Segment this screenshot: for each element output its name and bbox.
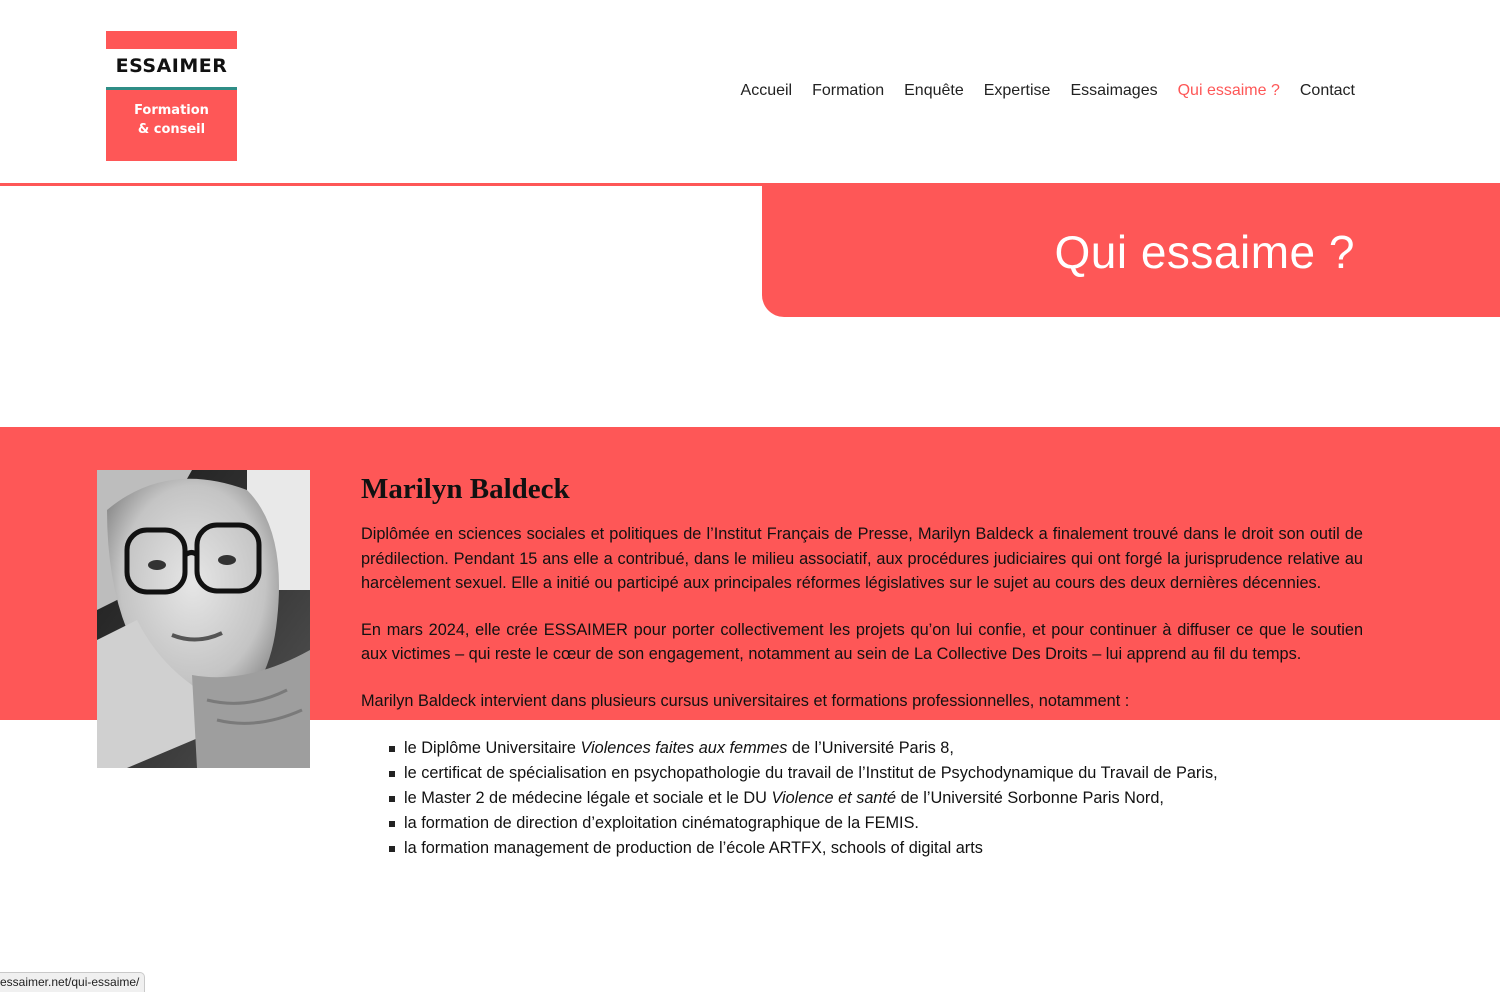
portrait-photo	[97, 470, 310, 768]
list-item-text: le Master 2 de médecine légale et sociale et le DU	[404, 788, 772, 807]
list-item-text-end: de l’Université Paris 8,	[787, 738, 954, 757]
status-bar-url: essaimer.net/qui-essaime/	[0, 972, 145, 992]
nav-link-qui-essaime[interactable]: Qui essaime ?	[1177, 82, 1280, 99]
logo-top-bar	[106, 31, 237, 49]
profile-name: Marilyn Baldeck	[361, 473, 570, 505]
logo-tagline-line1: Formation	[134, 103, 209, 118]
nav-link-expertise[interactable]: Expertise	[983, 82, 1051, 99]
list-item-text-end: de l’Université Sorbonne Paris Nord,	[896, 788, 1164, 807]
nav-link-essaimages[interactable]: Essaimages	[1070, 82, 1158, 99]
list-item-emphasis: Violence et santé	[771, 788, 897, 807]
nav-link-formation[interactable]: Formation	[812, 82, 885, 99]
logo-tagline-block	[106, 90, 237, 161]
page-title: Qui essaime ?	[1054, 226, 1355, 278]
site-logo[interactable]	[106, 31, 237, 161]
profile-content	[361, 470, 1363, 861]
nav-link-accueil[interactable]: Accueil	[740, 82, 793, 99]
list-item-text: le certificat de spécialisation en psychopathologie du travail de l’Institut de Psychodynamique du Travail de Paris,	[404, 763, 1218, 782]
list-item-emphasis: Violences faites aux femmes	[580, 738, 788, 757]
logo-tagline-line2: & conseil	[137, 122, 206, 137]
list-item	[389, 761, 1363, 786]
profile-paragraph-2: En mars 2024, elle crée ESSAIMER pour porter collectivement les projets qu’on lui confie, et pour continuer à diffuser ce que le soutien aux victimes – qui reste le cœur de son engagement, notamment au sein de La Collective Des Droits – lui apprend au fil du temps.	[361, 620, 1363, 664]
list-item	[389, 811, 1363, 836]
page-title-banner	[762, 185, 1500, 317]
courses-list	[361, 736, 1363, 861]
list-item	[389, 836, 1363, 861]
list-item-text: la formation management de production de l’école ARTFX, schools of digital arts	[404, 838, 983, 857]
profile-paragraph-3: Marilyn Baldeck intervient dans plusieurs cursus universitaires et formations professionnelles, notamment :	[361, 691, 1130, 710]
list-item	[389, 786, 1363, 811]
list-item-text: le Diplôme Universitaire	[404, 738, 581, 757]
portrait-illustration	[97, 470, 310, 768]
profile-paragraph-1: Diplômée en sciences sociales et politiques de l’Institut Français de Presse, Marilyn Baldeck a finalement trouvé dans le droit son outil de prédilection. Pendant 15 ans elle a contribué, dans le milieu associatif, aux procédures judiciaires qui ont forgé la jurisprudence relative au harcèlement sexuel. Elle a initié ou participé aux principales réformes législatives sur le sujet au cours des deux dernières décennies.	[361, 525, 1363, 593]
list-item-text: la formation de direction d’exploitation cinématographique de la FEMIS.	[404, 813, 919, 832]
logo-wordmark: ESSAIMER	[115, 55, 228, 77]
nav-link-enquete[interactable]: Enquête	[904, 82, 964, 99]
nav-link-contact[interactable]: Contact	[1299, 82, 1355, 99]
list-item	[389, 736, 1363, 761]
main-nav	[721, 80, 1355, 102]
